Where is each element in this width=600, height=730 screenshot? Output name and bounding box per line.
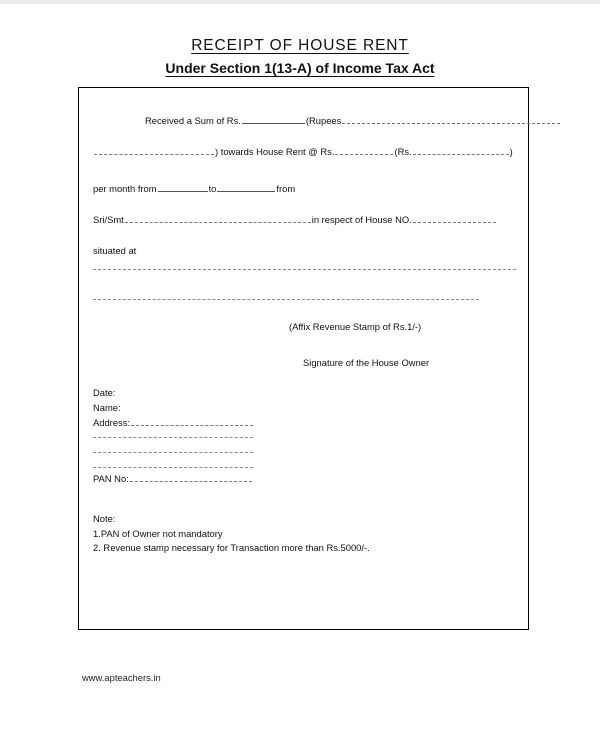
page-title: RECEIPT OF HOUSE RENT	[191, 37, 409, 54]
footer-url: www.apteachers.in	[82, 672, 161, 683]
per-month-from-label: per month from	[93, 183, 157, 194]
house-number-blank[interactable]	[413, 213, 496, 223]
rent-figures-blank[interactable]	[413, 145, 509, 155]
towards-house-rent-label: ) towards House Rent @ Rs.	[215, 146, 335, 157]
pan-field-row	[93, 472, 253, 485]
pan-number-blank[interactable]	[130, 472, 252, 482]
received-sum-label: Received a Sum of Rs.	[145, 115, 241, 126]
in-respect-of-house-label: in respect of House NO.	[311, 214, 412, 225]
form-inner	[93, 88, 516, 629]
amount-words-blank-2[interactable]	[94, 145, 214, 155]
revenue-stamp-note: (Affix Revenue Stamp of Rs.1/-)	[289, 321, 422, 332]
rupees-label: (Rupees	[305, 115, 342, 126]
date-field-label: Date:	[93, 387, 116, 398]
address-field-row	[93, 416, 254, 429]
address-line-blank-3[interactable]	[93, 452, 253, 453]
situated-at-row	[93, 244, 136, 257]
received-sum-row	[145, 114, 561, 127]
tenant-row	[93, 213, 497, 226]
pan-field-label: PAN No:	[93, 473, 129, 484]
amount-words-blank-1[interactable]	[342, 114, 560, 124]
monthly-rent-blank[interactable]	[335, 145, 393, 155]
period-from-blank[interactable]	[158, 182, 208, 192]
receipt-form-box	[78, 87, 529, 630]
address-blank-line-1[interactable]	[93, 269, 516, 270]
address-line-blank-1[interactable]	[131, 416, 253, 426]
owner-name-blank[interactable]	[125, 213, 311, 223]
page-subtitle: Under Section 1(13-A) of Income Tax Act	[165, 60, 435, 76]
document-header	[0, 36, 600, 78]
notes-heading: Note:	[93, 513, 116, 524]
notes-section	[93, 512, 370, 556]
house-rent-row	[93, 145, 513, 158]
name-field-label: Name:	[93, 402, 121, 413]
amount-figures-blank[interactable]	[242, 114, 305, 124]
period-to-blank[interactable]	[217, 182, 275, 192]
to-label: to	[208, 183, 217, 194]
address-blank-line-2[interactable]	[93, 299, 479, 300]
from-label: from	[276, 183, 296, 194]
situated-at-label: situated at	[93, 245, 137, 256]
rs-figures-label: (Rs.	[394, 146, 412, 157]
page-top-edge	[0, 0, 600, 4]
sri-smt-label: Sri/Smt	[93, 214, 124, 225]
signature-label: Signature of the House Owner	[303, 357, 430, 368]
address-field-label: Address:	[93, 417, 130, 428]
period-row	[93, 182, 295, 195]
close-paren-label: )	[509, 146, 513, 157]
note-item-2: 2. Revenue stamp necessary for Transaction more than Rs.5000/-.	[93, 542, 370, 553]
address-line-blank-2[interactable]	[93, 437, 253, 438]
address-line-blank-4[interactable]	[93, 467, 253, 468]
note-item-1: 1.PAN of Owner not mandatory	[93, 527, 223, 539]
